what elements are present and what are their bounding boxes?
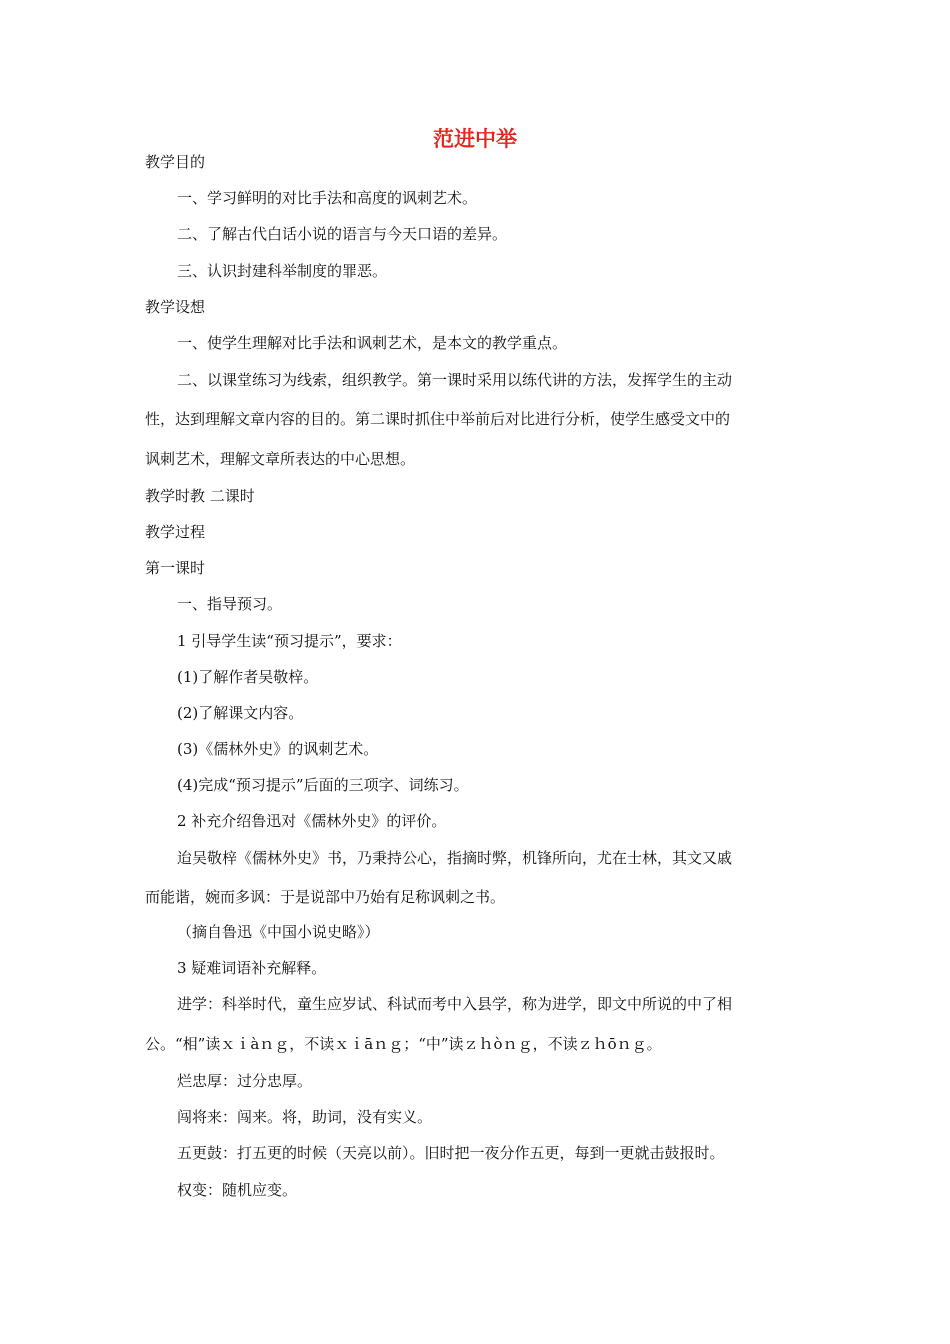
- quote-line: 迨吴敬梓《儒林外史》书，乃秉持公心，指摘时弊，机锋所向，尤在士林，其文又戚: [177, 849, 733, 867]
- term-line: 公。“相”读ｘｉàｎｇ，不读ｘｉāｎｇ；“中”读ｚｈòｎｇ，不读ｚｈōｎｇ。: [145, 1035, 662, 1053]
- design-item-line: 二、以课堂练习为线索，组织教学。第一课时采用以练代讲的方法，发挥学生的主动: [177, 371, 733, 389]
- lesson-heading: 第一课时: [145, 559, 206, 577]
- design-item-line: 讽刺艺术，理解文章所表达的中心思想。: [145, 450, 416, 468]
- guide-step: 3 疑难词语补充解释。: [177, 959, 327, 977]
- term-item: 闯将来：闯来。将，助词，没有实义。: [177, 1108, 433, 1126]
- design-item: 一、使学生理解对比手法和讽刺艺术，是本文的教学重点。: [177, 334, 568, 352]
- lesson-time: 教学时教 二课时: [145, 487, 255, 505]
- section-heading-goals: 教学目的: [145, 153, 206, 171]
- requirement-item: (3)《儒林外史》的讽刺艺术。: [177, 740, 379, 758]
- guide-step: 2 补充介绍鲁迅对《儒林外史》的评价。: [177, 812, 447, 830]
- goal-item: 一、学习鲜明的对比手法和高度的讽刺艺术。: [177, 189, 478, 207]
- term-item: 烂忠厚：过分忠厚。: [177, 1072, 313, 1090]
- document-title: 范进中举: [433, 127, 517, 151]
- term-item: 五更鼓：打五更的时候（天亮以前）。旧时把一夜分作五更，每到一更就击鼓报时。: [177, 1144, 725, 1162]
- requirement-item: (2)了解课文内容。: [177, 704, 304, 722]
- goal-item: 三、认识封建科举制度的罪恶。: [177, 262, 388, 280]
- goal-item: 二、了解古代白话小说的语言与今天口语的差异。: [177, 225, 508, 243]
- requirement-item: (1)了解作者吴敬梓。: [177, 668, 319, 686]
- guide-heading: 一、指导预习。: [177, 595, 283, 613]
- term-line: 进学：科举时代，童生应岁试、科试而考中入县学，称为进学，即文中所说的中了相: [177, 995, 733, 1013]
- guide-step: 1 引导学生读“预习提示”，要求：: [177, 632, 402, 650]
- term-item: 权变：随机应变。: [177, 1181, 298, 1199]
- section-heading-process: 教学过程: [145, 523, 206, 541]
- quote-line: 而能谐，婉而多讽：于是说部中乃始有足称讽刺之书。: [145, 888, 506, 906]
- quote-source: （摘自鲁迅《中国小说史略》）: [177, 923, 380, 941]
- requirement-item: (4)完成“预习提示”后面的三项字、词练习。: [177, 776, 469, 794]
- section-heading-design: 教学设想: [145, 298, 206, 316]
- design-item-line: 性，达到理解文章内容的目的。第二课时抓住中举前后对比进行分析，使学生感受文中的: [145, 410, 731, 428]
